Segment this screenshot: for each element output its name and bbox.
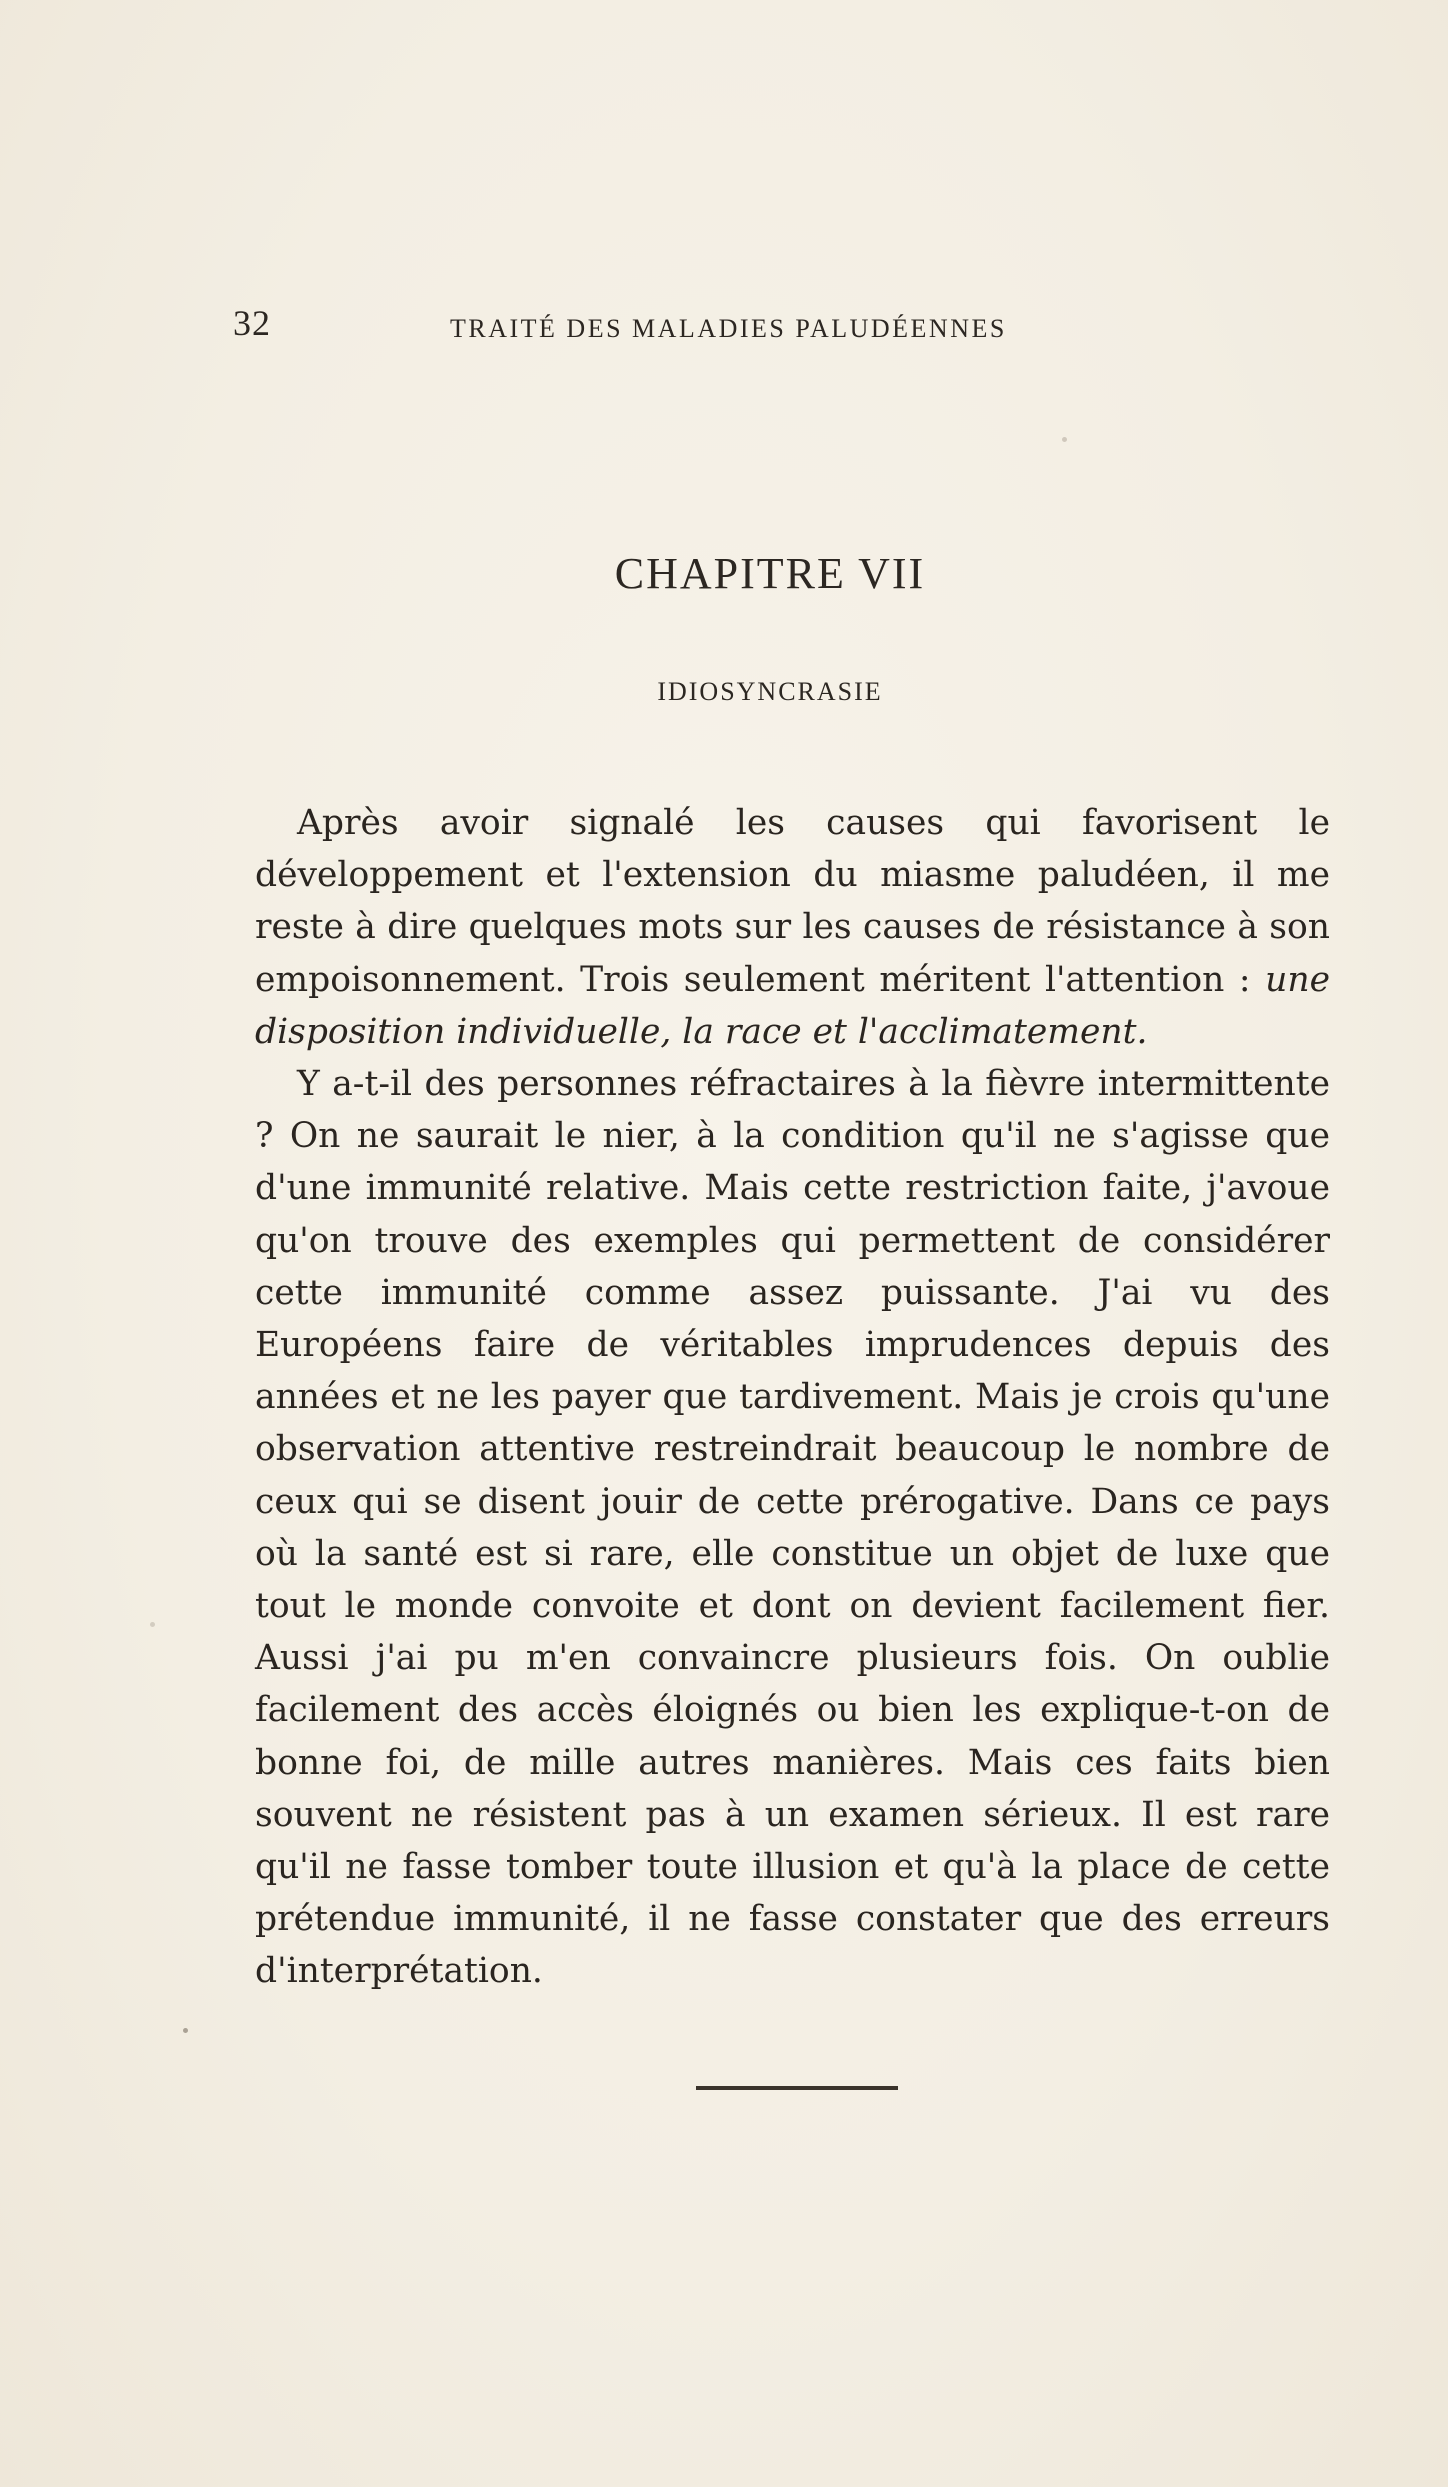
body-text [255, 797, 1330, 1998]
running-head [233, 302, 1113, 352]
paragraph-2: Y a-t-il des personnes réfractaires à la fièvre intermittente ? On ne saurait le nier, à la condition qu'il ne s'agisse que d'une immunité relative. Mais cette restriction faite, j'avoue qu'on trouve des exemples qui permettent de considérer cette immunité comme assez puissante. J'ai vu des Européens faire de véritables imprudences depuis des années et ne les payer que tardivement. Mais je crois qu'une observation attentive restreindrait beaucoup le nombre de ceux qui se disent jouir de cette prérogative. Dans ce pays où la santé est si rare, elle constitue un objet de luxe que tout le monde convoite et dont on devient facilement fier. Aussi j'ai pu m'en convaincre plusieurs fois. On oublie facilement des accès éloignés ou bien les explique-t-on de bonne foi, de mille autres manières. Mais ces faits bien souvent ne résistent pas à un examen sérieux. Il est rare qu'il ne fasse tomber toute illusion et qu'à la place de cette prétendue immunité, il ne fasse constater que des erreurs d'interprétation. [255, 1064, 1330, 1992]
paper-speck [1062, 437, 1067, 442]
closing-rule [696, 2086, 898, 2090]
paragraph-1-text: Après avoir signalé les causes qui favorisent le développement et l'extension du miasme paludéen, il me reste à dire quelques mots sur les causes de résistance à son empoisonnement. Trois seulement méritent l'attention : [255, 803, 1330, 1000]
chapter-heading: CHAPITRE VII [614, 549, 926, 598]
paper-speck [183, 2028, 188, 2033]
paragraph-1-italic: une disposition individuelle, la race et l'acclimatement. [255, 959, 1330, 1052]
paragraph-1 [255, 797, 1330, 1058]
running-title: TRAITÉ DES MALADIES PALUDÉENNES [450, 314, 1007, 343]
paper-speck [150, 1622, 155, 1627]
chapter-subtitle: IDIOSYNCRASIE [657, 677, 883, 706]
page-number: 32 [233, 303, 271, 343]
